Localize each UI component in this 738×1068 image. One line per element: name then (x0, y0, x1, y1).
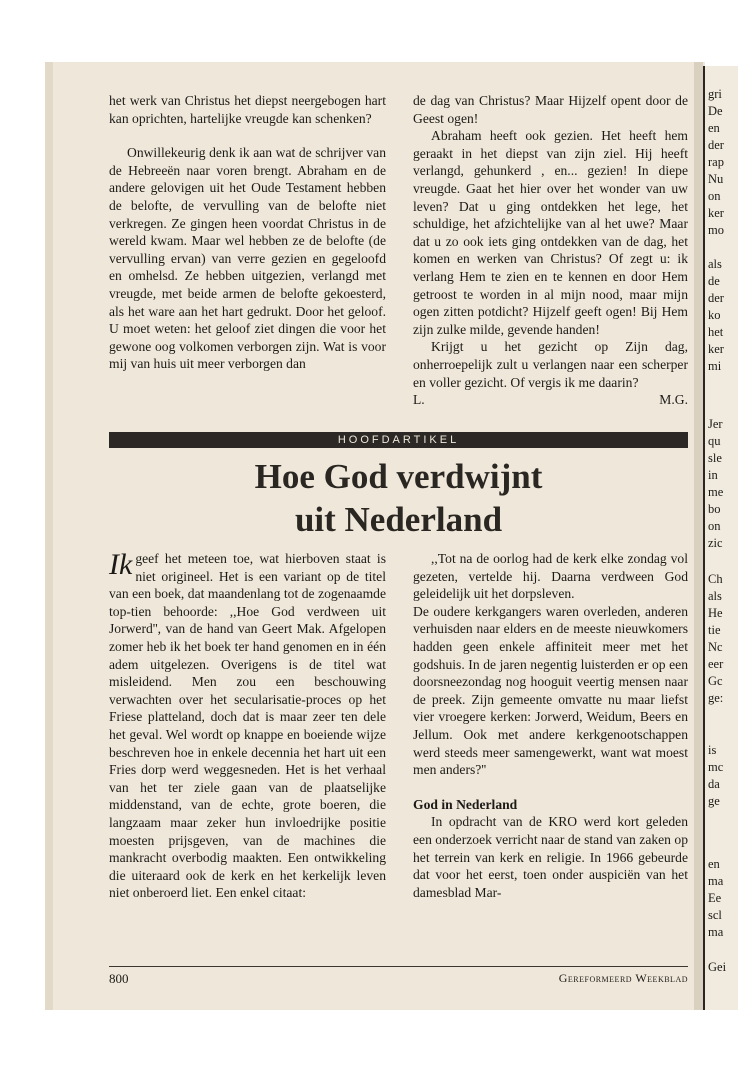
adjacent-page-fragment: De (708, 104, 723, 118)
adjacent-page-fragment: als (708, 257, 722, 271)
paragraph: Onwillekeurig denk ik aan wat de schrijver van de Hebreeën naar voren brengt. Abraham en de andere gelovigen uit het Oude Testament hebben de belofte, de vervulling van de belofte niet verkregen. Ze gingen heen voordat Christus in de wereld kwam. Maar wel hebben ze de belofte (de vervulling ervan) van verre gezien en gegeloofd en omhelsd. Ze hebben uitgezien, verlangd met vreugde, met beide armen de belofte gekoesterd, als het ware aan het hart gedrukt. Door het geloof. U moet weten: het geloof ziet dingen die voor het gewone oog volkomen verborgen zijn. Wat is voor mij van huis uit meer verborgen dan (109, 145, 386, 372)
signature-initial: L. (413, 392, 425, 408)
adjacent-page-fragment: qu (708, 434, 721, 448)
headline-line-1: Hoe God verdwijnt (254, 457, 543, 496)
adjacent-page-fragment: der (708, 138, 724, 152)
page-number: 800 (109, 971, 129, 986)
adjacent-page-fragment: eer (708, 657, 724, 671)
adjacent-page-fragment: bo (708, 502, 721, 516)
adjacent-page-fragment: ker (708, 342, 724, 356)
paragraph: Abraham heeft ook gezien. Het heeft hem geraakt in het diepst van zijn ziel. Hij heeft verlangd, gehunkerd , en... gezien! In diepe vreugde. Gaat het hier over het wonder van uw leven? Dat u ging ontdekken het lege, het schuldige, het afzichtelijke van al het uwe? Maar dat u zo ook iets ging ontdekken van de dag, het komen en werken van Christus? Of zegt u: ik verlang Hem te zien en te kennen en door Hem getroost te worden in al mijn nood, maar mijn ogen zitten potdicht? Hijzelf geeft ogen! Bij Hem zijn zulke milde, gevende handen! (413, 128, 688, 337)
adjacent-page-fragment: der (708, 291, 724, 305)
adjacent-page-fragment: He (708, 606, 723, 620)
adjacent-page-fragment: Gei (708, 960, 727, 974)
adjacent-page-fragment: en (708, 857, 720, 871)
paragraph: het werk van Christus het diepst neergebogen hart kan oprichten, hartelijke vreugde kan schenken? (109, 93, 386, 126)
paragraph: In opdracht van de KRO werd kort geleden een onderzoek verricht naar de stand van zaken op het terrein van kerk en religie. In 1966 gebeurde dat voor het eerst, toen onder auspiciën van het damesblad Mar- (413, 814, 688, 900)
adjacent-page-fragment: het (708, 325, 724, 339)
article-left-column (109, 550, 386, 902)
author-initials: M.G. (659, 392, 688, 408)
adjacent-page-fragment: tie (708, 623, 721, 637)
adjacent-page-fragment: mc (708, 760, 724, 774)
adjacent-page-fragment: Jer (708, 417, 723, 431)
adjacent-page-fragment: mi (708, 359, 722, 373)
adjacent-page-fragment: on (708, 189, 721, 203)
adjacent-page-fragment: on (708, 519, 721, 533)
article-right-column (413, 550, 688, 901)
adjacent-page-fragment: Ee (708, 891, 722, 905)
drop-cap: Ik (109, 548, 133, 581)
paragraph: de dag van Christus? Maar Hijzelf opent door de Geest ogen! (413, 93, 688, 126)
adjacent-page-fragment: gri (708, 87, 722, 101)
top-right-column (413, 92, 688, 409)
adjacent-page-fragment: Ch (708, 572, 723, 586)
adjacent-page-fragment: ge (708, 794, 720, 808)
adjacent-page-fragment: sle (708, 451, 722, 465)
adjacent-page-fragment: me (708, 485, 724, 499)
adjacent-page-fragment: ma (708, 874, 724, 888)
adjacent-page-fragment: da (708, 777, 720, 791)
adjacent-page-fragment: als (708, 589, 722, 603)
article-headline (109, 455, 688, 541)
headline-line-2: uit Nederland (294, 500, 503, 539)
adjacent-page-fragment: Nu (708, 172, 724, 186)
adjacent-page-fragment: ma (708, 925, 724, 939)
adjacent-page-fragment: rap (708, 155, 724, 169)
top-left-column (109, 92, 386, 373)
journal-name: Gereformeerd Weekblad (558, 971, 688, 985)
adjacent-page-fragment: en (708, 121, 720, 135)
paragraph (109, 550, 386, 902)
paragraph: Krijgt u het gezicht op Zijn dag, onherroepelijk zult u verlangen naar een scherper en voller gezicht. Of vergis ik me daarin? (413, 339, 688, 390)
adjacent-page-fragment: mo (708, 223, 724, 237)
paragraph-text: geef het meteen toe, wat hierboven staat is niet origineel. Het is een variant op de titel van een boek, dat maandenlang tot de zogenaamde top-tien behoorde: ,,Hoe God verdween uit Jorwerd'', van de hand van Geert Mak. Afgelopen zomer heb ik het boek ter hand genomen en in één adem uitgelezen. Overigens is de titel wat misleidend. Men zou een beschouwing verwachten over het secularisatie-proces op het Friese platteland, doch dat is maar zeer ten dele het geval. Wel wordt op knappe en boeiende wijze beschreven hoe in enkele decennia het hart uit een Fries dorp werd weggesneden. Het is het verhaal van het ter ziele gaan van de plaatselijke middenstand, van de echte, grote boeren, die langzaam maar zeker hun invloedrijke positie moesten prijsgeven, van de machines die mankracht overbodig maakten. Een ontwikkeling die uiteraard ook de kerk en het kerkelijk leven niet onberoerd liet. Een enkel citaat: (109, 551, 386, 901)
page-spine-shadow (45, 62, 53, 1010)
quote-paragraph: ,,Tot na de oorlog had de kerk elke zondag vol gezeten, vertelde hij. Daarna verdween God geleidelijk uit het dorpsleven. (413, 551, 688, 602)
footer-rule (109, 966, 688, 967)
adjacent-page-fragment: ge: (708, 691, 724, 705)
subheading: God in Nederland (413, 796, 518, 812)
adjacent-page-fragment: Gc (708, 674, 723, 688)
adjacent-page-fragment: ko (708, 308, 721, 322)
adjacent-page-fragment: ker (708, 206, 724, 220)
section-label-bar: HOOFDARTIKEL (109, 432, 688, 448)
adjacent-page-fragment: Nc (708, 640, 723, 654)
signature-line (413, 391, 688, 409)
adjacent-page-fragment: de (708, 274, 720, 288)
adjacent-page-fragment: zic (708, 536, 723, 550)
adjacent-page-fragment: in (708, 468, 718, 482)
adjacent-page-fragment: is (708, 743, 717, 757)
quote-paragraph: De oudere kerkgangers waren overleden, anderen verhuisden naar elders en de meeste nieuwkomers hadden geen enkele affiniteit meer met het godshuis. In de jaren negentig luisterden er op een doorsneezondag nog hooguit veertig mensen naar de preek. Zijn gemeente omvatte nu maar liefst vier vroegere kerken: Jorwerd, Weidum, Beers en Jellum. Ook met andere kerkgenootschappen werd steeds meer samengewerkt, want wat moest men anders?'' (413, 603, 688, 778)
page-gutter (694, 62, 703, 1010)
adjacent-page-edge (703, 66, 738, 1010)
adjacent-page-fragment: scl (708, 908, 722, 922)
